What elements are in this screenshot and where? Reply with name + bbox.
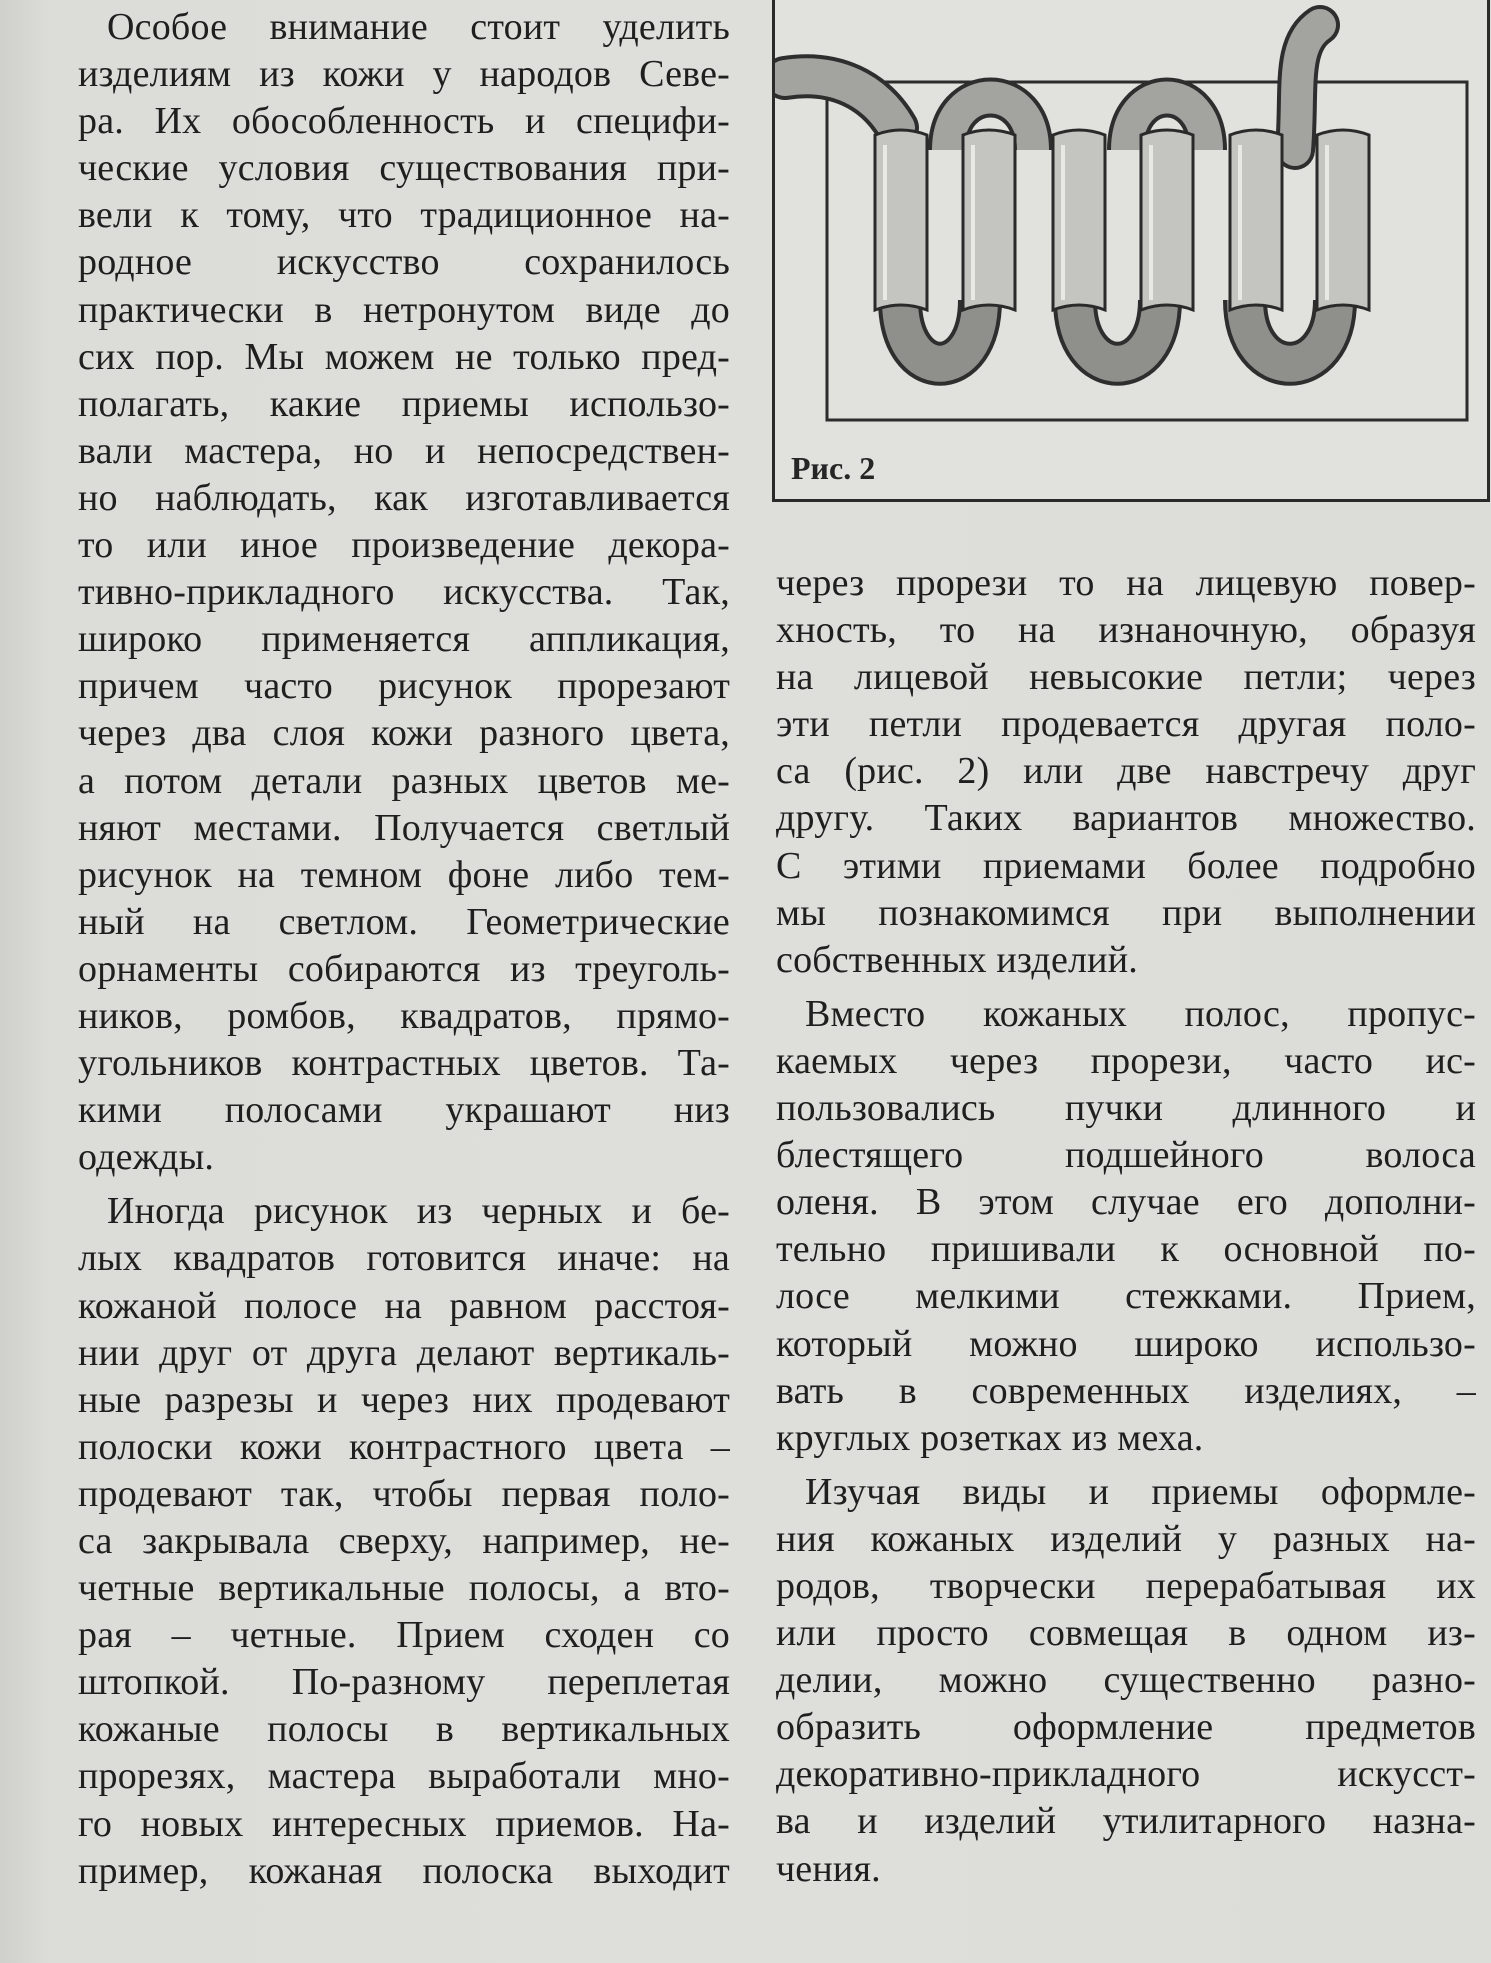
text-line: С этими приемами более подробно (776, 844, 1476, 887)
text-line: пользовались пучки длинного и (776, 1087, 1476, 1130)
text-line: нии друг от друга делают вертикаль- (78, 1331, 730, 1374)
text-line: хность, то на изнаночную, образуя (776, 609, 1476, 652)
text-line: тельно пришивали к основной по- (776, 1228, 1476, 1271)
text-line: полагать, какие приемы использо- (78, 382, 730, 425)
text-line: образить оформление предметов (776, 1706, 1476, 1749)
text-line: мы познакомимся при выполнении (776, 891, 1476, 934)
text-line: причем часто рисунок прорезают (78, 665, 730, 708)
text-line: штопкой. По-разному переплетая (78, 1661, 730, 1704)
text-line: на лицевой невысокие петли; через (776, 656, 1476, 699)
text-line: няют местами. Получается светлый (78, 806, 730, 849)
text-line: вать в современных изделиях, – (776, 1369, 1476, 1412)
text-line: но наблюдать, как изготавливается (78, 476, 730, 519)
text-line: пример, кожаная полоска выходит (78, 1849, 730, 1892)
text-line: через прорези то на лицевую повер- (776, 562, 1476, 604)
text-line: четные вертикальные полосы, а вто- (78, 1567, 730, 1610)
text-line: эти петли продевается другая поло- (776, 703, 1476, 746)
text-line: каемых через прорези, часто ис- (776, 1039, 1476, 1082)
text-line: лых квадратов готовится иначе: на (78, 1237, 730, 1280)
text-line: прорезях, мастера выработали мно- (78, 1755, 730, 1798)
text-line: продевают так, чтобы первая поло- (78, 1472, 730, 1515)
text-line: лосе мелкими стежками. Прием, (776, 1275, 1476, 1318)
text-line: родов, творчески перерабатывая их (776, 1564, 1476, 1607)
text-line: Вместо кожаных полос, пропус- (805, 992, 1476, 1035)
text-line: кожаные полосы в вертикальных (78, 1708, 730, 1751)
right-column (776, 560, 1476, 1893)
left-column (78, 4, 730, 1895)
text-line: другу. Таких вариантов множество. (776, 797, 1476, 840)
text-line: практически в нетронутом виде до (78, 288, 730, 331)
text-line: орнаменты собираются из треуголь- (78, 947, 730, 990)
text-line: вали мастера, но и непосредствен- (78, 429, 730, 472)
text-line: собственных изделий. (776, 938, 1138, 981)
text-line: полоски кожи контрастного цвета – (78, 1425, 730, 1468)
text-line: кими полосами украшают низ (78, 1089, 730, 1132)
text-line: ческие условия существования при- (78, 147, 730, 190)
text-line: чения. (776, 1847, 881, 1890)
strip-segment-6 (1317, 130, 1369, 310)
text-line: оленя. В этом случае его дополни- (776, 1181, 1476, 1224)
strip-segment-1 (875, 130, 927, 310)
text-line: ва и изделий утилитарного назна- (776, 1800, 1476, 1843)
text-line: делии, можно существенно разно- (776, 1659, 1476, 1702)
text-line: сих пор. Мы можем не только пред- (78, 335, 730, 378)
text-line: который можно широко использо- (776, 1322, 1476, 1365)
text-line: го новых интересных приемов. На- (78, 1802, 730, 1845)
text-line: угольников контрастных цветов. Та- (78, 1042, 730, 1085)
text-line: блестящего подшейного волоса (776, 1134, 1476, 1177)
text-line: Иногда рисунок из черных и бе- (107, 1190, 730, 1233)
text-line: ников, ромбов, квадратов, прямо- (78, 994, 730, 1037)
text-line: а потом детали разных цветов ме- (78, 759, 730, 802)
figure-caption: Рис. 2 (791, 450, 876, 486)
strip-segment-2 (963, 130, 1015, 310)
text-line: вели к тому, что традиционное на- (78, 194, 730, 237)
text-line: изделиям из кожи у народов Севе- (78, 53, 730, 96)
text-line: одежды. (78, 1136, 215, 1179)
text-line: са закрывала сверху, например, не- (78, 1520, 730, 1562)
text-line: ния кожаных изделий у разных на- (776, 1517, 1476, 1560)
strip-segment-4 (1141, 130, 1193, 310)
figure-2-illustration (775, 0, 1491, 502)
text-line: Особое внимание стоит уделить (107, 6, 730, 48)
text-line: ные разрезы и через них продевают (78, 1378, 730, 1421)
text-line: родное искусство сохранилось (78, 241, 730, 284)
text-line: ра. Их обособленность и специфи- (78, 100, 730, 143)
text-line: круглых розетках из меха. (776, 1416, 1204, 1459)
text-line: рисунок на темном фоне либо тем- (78, 853, 730, 896)
text-line: декоративно-прикладного искусст- (776, 1753, 1476, 1796)
figure-2 (772, 0, 1490, 502)
text-line: ный на светлом. Геометрические (78, 900, 730, 943)
text-line: кожаной полосе на равном расстоя- (78, 1284, 730, 1327)
text-line: то или иное произведение декора- (78, 524, 730, 567)
strip-segment-5 (1230, 130, 1282, 310)
text-line: через два слоя кожи разного цвета, (78, 712, 730, 755)
text-line: Изучая виды и приемы оформле- (805, 1470, 1476, 1513)
strip-segment-3 (1053, 130, 1105, 310)
text-line: рая – четные. Прием сходен со (78, 1614, 730, 1657)
text-line: широко применяется аппликация, (78, 618, 730, 661)
text-line: са (рис. 2) или две навстречу друг (776, 750, 1476, 793)
text-line: или просто совмещая в одном из- (776, 1612, 1476, 1655)
text-line: тивно-прикладного искусства. Так, (78, 571, 730, 614)
